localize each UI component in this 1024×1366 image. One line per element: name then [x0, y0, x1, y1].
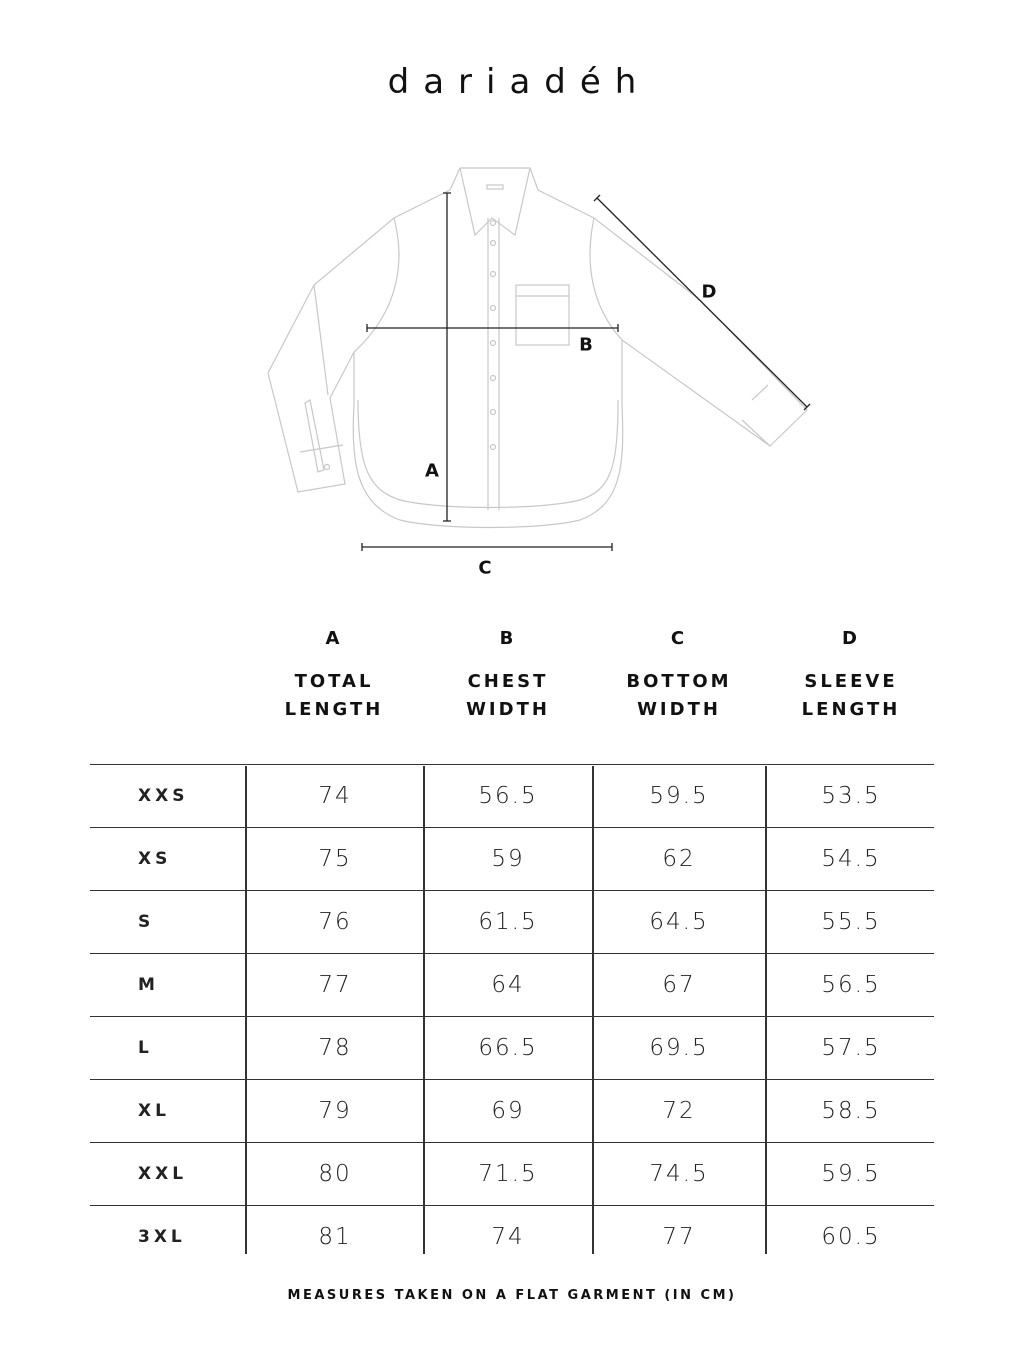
measurement-cell: 55.5: [821, 909, 881, 935]
measurement-cell: 59.5: [821, 1161, 881, 1187]
column-title: LENGTH: [801, 699, 901, 720]
label-a: A: [425, 460, 439, 482]
column-title: LENGTH: [284, 699, 384, 720]
size-label: S: [138, 912, 155, 932]
size-label: XL: [138, 1101, 170, 1121]
label-c: C: [478, 557, 492, 579]
column-title: SLEEVE: [804, 671, 898, 692]
size-label: M: [138, 975, 159, 995]
footer-note: MEASURES TAKEN ON A FLAT GARMENT (IN CM): [287, 1288, 737, 1303]
measurement-cell: 72: [662, 1098, 696, 1124]
column-header-a: [249, 628, 419, 724]
measurement-cell: 64: [491, 972, 525, 998]
size-label: XXL: [138, 1164, 188, 1184]
table-row: [90, 1079, 934, 1142]
measurement-cell: 61.5: [478, 909, 538, 935]
column-title: WIDTH: [637, 699, 721, 720]
measurement-cell: 56.5: [478, 783, 538, 809]
measurement-cell: 77: [662, 1224, 696, 1250]
measurement-cell: 67: [662, 972, 696, 998]
measurement-cell: 57.5: [821, 1035, 881, 1061]
measure-line-d: [594, 195, 810, 410]
measurement-cell: 59: [491, 846, 525, 872]
brand-logo: dariadéh: [387, 62, 651, 102]
table-row: [90, 890, 934, 953]
measurement-cell: 79: [318, 1098, 352, 1124]
measurement-cell: 59.5: [649, 783, 709, 809]
measurement-cell: 74.5: [649, 1161, 709, 1187]
column-header-c: [594, 628, 764, 724]
buttons: [491, 221, 496, 450]
measurement-cell: 64.5: [649, 909, 709, 935]
shirt-outline: [268, 168, 807, 528]
measure-line-a: [443, 193, 451, 521]
label-b: B: [579, 334, 593, 356]
measurement-cell: 76: [318, 909, 352, 935]
column-header-d: [766, 628, 936, 724]
measurement-cell: 62: [662, 846, 696, 872]
measurement-cell: 58.5: [821, 1098, 881, 1124]
label-d: D: [701, 281, 717, 303]
column-title: CHEST: [467, 671, 549, 692]
table-row: [90, 1205, 934, 1268]
table-row: [90, 827, 934, 890]
size-label: XS: [138, 849, 172, 869]
column-letter: B: [499, 628, 517, 649]
measure-line-c: [362, 543, 612, 551]
measurement-cell: 81: [318, 1224, 352, 1250]
column-title: TOTAL: [294, 671, 374, 692]
table-row: [90, 764, 934, 827]
table-row: [90, 953, 934, 1016]
measurement-cell: 71.5: [478, 1161, 538, 1187]
size-label: 3XL: [138, 1227, 186, 1247]
column-header-b: [423, 628, 593, 724]
measure-line-b: [367, 324, 618, 332]
measurement-cell: 74: [491, 1224, 525, 1250]
measurement-cell: 54.5: [821, 846, 881, 872]
measurement-cell: 56.5: [821, 972, 881, 998]
column-letter: D: [842, 628, 860, 649]
measurement-cell: 77: [318, 972, 352, 998]
shirt-diagram: [0, 0, 1024, 600]
size-label: XXS: [138, 786, 189, 806]
measurement-cell: 69.5: [649, 1035, 709, 1061]
column-letter: C: [670, 628, 688, 649]
column-title: WIDTH: [466, 699, 550, 720]
size-table: [90, 764, 934, 1268]
measurement-cell: 69: [491, 1098, 525, 1124]
measurement-cell: 75: [318, 846, 352, 872]
measurement-cell: 66.5: [478, 1035, 538, 1061]
measurement-cell: 60.5: [821, 1224, 881, 1250]
table-row: [90, 1016, 934, 1079]
measurement-cell: 53.5: [821, 783, 881, 809]
column-title: BOTTOM: [626, 671, 732, 692]
size-label: L: [138, 1038, 153, 1058]
table-row: [90, 1142, 934, 1205]
measurement-cell: 78: [318, 1035, 352, 1061]
measurement-cell: 74: [318, 783, 352, 809]
column-letter: A: [325, 628, 343, 649]
measurement-cell: 80: [318, 1161, 352, 1187]
